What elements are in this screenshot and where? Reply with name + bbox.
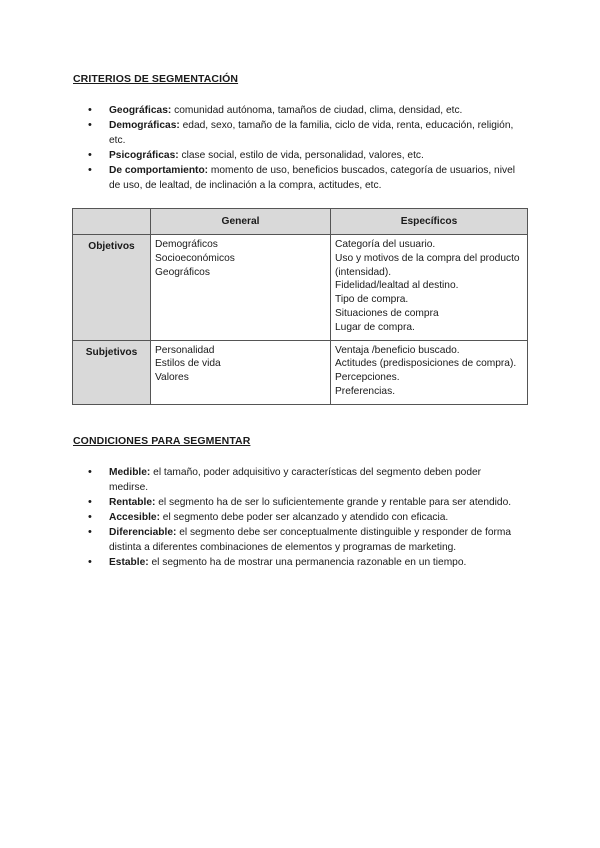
- list-item: [73, 555, 518, 570]
- cell-line: Uso y motivos de la compra del producto (intensidad).: [335, 252, 520, 278]
- item-term: Rentable:: [109, 497, 156, 508]
- item-term: De comportamiento:: [109, 165, 209, 176]
- item-term: Psicográficas:: [109, 150, 179, 161]
- list-item: [73, 118, 518, 148]
- condiciones-list: [73, 465, 518, 570]
- criterios-list: [73, 103, 518, 193]
- item-text: el segmento debe poder ser alcanzado y atendido con eficacia.: [159, 512, 449, 523]
- cell-line: Personalidad: [155, 344, 215, 356]
- table-row: [73, 340, 528, 404]
- list-item: [73, 525, 518, 555]
- list-item: [73, 103, 518, 118]
- item-text: edad, sexo, tamaño de la familia, ciclo de vida, renta, educación, religión, etc.: [109, 120, 514, 146]
- section-title-criterios: CRITERIOS DE SEGMENTACIÓN: [73, 73, 239, 85]
- item-text: clase social, estilo de vida, personalidad, valores, etc.: [178, 150, 424, 161]
- cell-line: Lugar de compra.: [335, 321, 415, 333]
- list-item: [73, 163, 518, 193]
- cell-line: Estilos de vida: [155, 358, 221, 370]
- objetivos-general-cell: [151, 235, 331, 341]
- list-item: [73, 465, 518, 495]
- list-item: [73, 148, 518, 163]
- cell-line: Valores: [155, 372, 189, 384]
- cell-line: Categoría del usuario.: [335, 239, 436, 250]
- item-text: el tamaño, poder adquisitivo y características del segmento deben poder medirse.: [109, 467, 482, 493]
- cell-line: Ventaja /beneficio buscado.: [335, 344, 460, 356]
- list-item: [73, 495, 518, 510]
- list-item: [73, 510, 518, 525]
- item-text: momento de uso, beneficios buscados, categoría de usuarios, nivel de uso, de lealtad, de inclinación a la compra, actitudes, etc.: [109, 165, 516, 191]
- table-row: [73, 235, 528, 341]
- item-term: Estable:: [109, 557, 149, 568]
- cell-line: Geográficos: [155, 266, 210, 278]
- section-title-condiciones: CONDICIONES PARA SEGMENTAR: [73, 435, 251, 447]
- cell-line: Tipo de compra.: [335, 294, 409, 306]
- header-especificos: Específicos: [331, 209, 528, 235]
- cell-line: Percepciones.: [335, 372, 400, 384]
- item-term: Medible:: [109, 467, 151, 478]
- cell-line: Actitudes (predisposiciones de compra).: [335, 358, 517, 370]
- objetivos-specific-cell: [331, 235, 528, 341]
- item-term: Accesible:: [109, 512, 160, 523]
- item-text: el segmento ha de mostrar una permanencia razonable en un tiempo.: [148, 557, 467, 568]
- item-term: Geográficas:: [109, 105, 172, 116]
- subjetivos-specific-cell: [331, 340, 528, 404]
- item-text: el segmento debe ser conceptualmente distinguible y responder de forma distinta a diferentes combinaciones de elementos y programas de marketing.: [109, 527, 512, 553]
- cell-line: Demográficos: [155, 239, 218, 250]
- criteria-table: [72, 208, 528, 405]
- row-label-subjetivos: Subjetivos: [73, 340, 151, 404]
- item-term: Demográficas:: [109, 120, 180, 131]
- item-text: el segmento ha de ser lo suficientemente grande y rentable para ser atendido.: [155, 497, 512, 508]
- cell-line: Situaciones de compra: [335, 307, 439, 319]
- cell-line: Socioeconómicos: [155, 252, 235, 264]
- header-empty: [73, 209, 151, 235]
- cell-line: Fidelidad/lealtad al destino.: [335, 280, 459, 292]
- row-label-objetivos: Objetivos: [73, 235, 151, 341]
- item-term: Diferenciable:: [109, 527, 177, 538]
- item-text: comunidad autónoma, tamaños de ciudad, clima, densidad, etc.: [171, 105, 463, 116]
- subjetivos-general-cell: [151, 340, 331, 404]
- table-header-row: [73, 209, 528, 235]
- cell-line: Preferencias.: [335, 385, 396, 397]
- header-general: General: [151, 209, 331, 235]
